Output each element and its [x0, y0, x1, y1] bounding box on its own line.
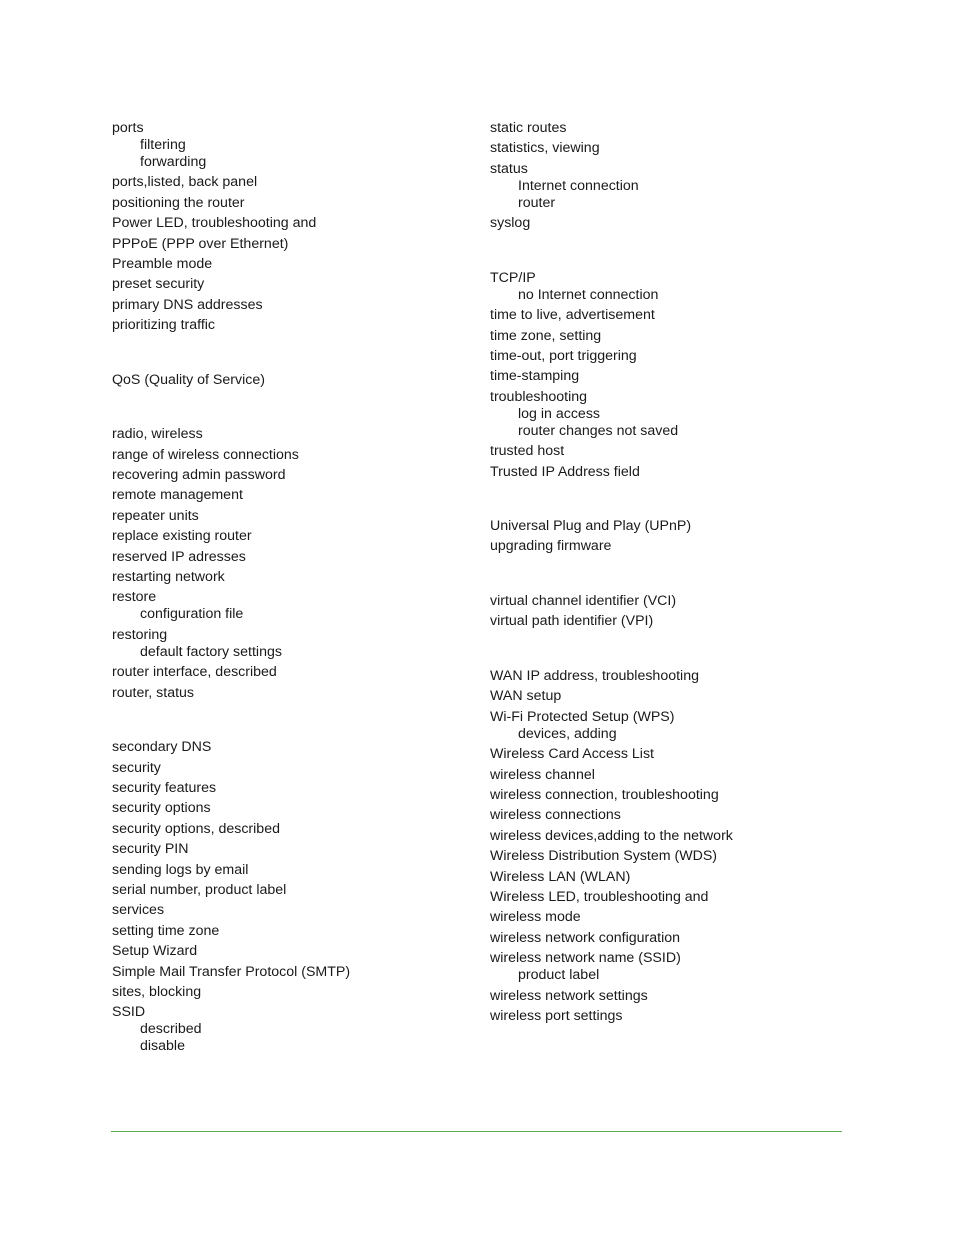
index-entry [490, 767, 850, 784]
index-term: Wireless Distribution System (WDS) [490, 848, 718, 865]
index-entry [490, 140, 850, 157]
index-term: SSID [112, 1004, 146, 1021]
index-entry [112, 120, 462, 171]
index-entry [112, 664, 462, 681]
index-term: ports [112, 120, 144, 136]
index-entry [490, 518, 850, 535]
index-term: TCP/IP [490, 269, 536, 286]
index-term: WAN setup [490, 688, 562, 705]
index-subterm: devices, adding [518, 725, 617, 742]
index-entry [112, 317, 462, 334]
index-subterm: no Internet connection [518, 286, 659, 303]
index-entry [112, 549, 462, 566]
index-entry [112, 902, 462, 919]
footer-rule [111, 1131, 842, 1132]
index-term: replace existing router [112, 528, 252, 545]
index-entry [490, 1008, 850, 1025]
index-term: QoS (Quality of Service) [112, 371, 265, 388]
index-term: Trusted IP Address field [490, 463, 640, 480]
index-entry [112, 780, 462, 797]
index-entry [112, 760, 462, 777]
index-term: virtual channel identifier (VCI) [490, 593, 677, 610]
index-entry [490, 848, 850, 865]
index-entry [112, 964, 462, 981]
index-term: router interface, described [112, 664, 277, 681]
index-entry [490, 807, 850, 824]
index-entry [112, 174, 462, 191]
index-entry [112, 236, 462, 253]
index-entry [490, 215, 850, 232]
index-entry [112, 800, 462, 817]
index-term: time-out, port triggering [490, 347, 637, 364]
index-term: recovering admin password [112, 467, 286, 484]
index-entry [490, 688, 850, 705]
index-entry [112, 739, 462, 756]
index-term: wireless devices,adding to the network [490, 827, 733, 844]
index-term: positioning the router [112, 194, 245, 211]
index-subterm: described [140, 1021, 202, 1038]
index-subterm: log in access [518, 405, 601, 422]
index-entry [490, 787, 850, 804]
index-term: primary DNS addresses [112, 296, 263, 313]
index-entry [490, 889, 850, 906]
index-term: security features [112, 779, 217, 796]
index-entry [490, 709, 850, 743]
index-entry [490, 443, 850, 460]
index-entry [112, 487, 462, 504]
index-term: Wireless Card Access List [490, 746, 654, 763]
index-term: radio, wireless [112, 426, 203, 443]
index-term: Setup Wizard [112, 943, 198, 960]
index-term: reserved IP adresses [112, 548, 246, 565]
index-entry [112, 841, 462, 858]
index-entry [112, 862, 462, 879]
index-term: virtual path identifier (VPI) [490, 613, 654, 630]
index-term: wireless port settings [490, 1007, 623, 1024]
index-entry [112, 569, 462, 586]
index-term: static routes [490, 120, 567, 136]
index-entry [112, 1004, 462, 1055]
index-subterm: forwarding [140, 154, 207, 170]
index-term: range of wireless connections [112, 446, 299, 463]
index-entry [112, 276, 462, 293]
index-term: sending logs by email [112, 861, 249, 878]
index-term: prioritizing traffic [112, 317, 216, 334]
index-entry [490, 668, 850, 685]
index-entry [112, 215, 462, 232]
index-term: time to live, advertisement [490, 307, 655, 324]
index-entry [490, 368, 850, 385]
index-term: status [490, 160, 528, 177]
index-entry [112, 372, 462, 389]
index-term: security PIN [112, 841, 189, 858]
index-column-left [112, 120, 462, 1055]
index-entry [112, 426, 462, 443]
index-entry [490, 464, 850, 481]
index-term: services [112, 902, 165, 919]
index-subterm: Internet connection [518, 177, 639, 194]
index-subterm: router changes not saved [518, 422, 679, 439]
index-entry [112, 882, 462, 899]
index-subterm: product label [518, 967, 600, 984]
index-subterm: configuration file [140, 606, 244, 623]
index-term: upgrading firmware [490, 538, 612, 555]
index-term: repeater units [112, 507, 199, 524]
index-entry [112, 923, 462, 940]
index-term: restoring [112, 626, 168, 643]
index-entry [490, 746, 850, 763]
index-term: security options, described [112, 820, 280, 837]
index-term: restarting network [112, 569, 225, 586]
index-term: troubleshooting [490, 388, 588, 405]
index-entry [112, 256, 462, 273]
index-entry [490, 307, 850, 324]
index-term: syslog [490, 215, 531, 232]
index-term: router, status [112, 684, 195, 701]
index-entry [490, 613, 850, 630]
index-term: ports,listed, back panel [112, 174, 258, 191]
index-entry [112, 508, 462, 525]
index-entry [490, 161, 850, 212]
index-entry [490, 348, 850, 365]
index-term: wireless mode [490, 909, 581, 926]
index-entry [490, 909, 850, 926]
index-term: wireless network settings [490, 987, 648, 1004]
index-entry [112, 297, 462, 314]
index-subterm: default factory settings [140, 643, 282, 660]
index-term: serial number, product label [112, 881, 287, 898]
index-entry [490, 930, 850, 947]
index-term: wireless connection, troubleshooting [490, 787, 719, 804]
index-term: Wireless LAN (WLAN) [490, 868, 631, 885]
index-entry [112, 685, 462, 702]
index-term: wireless network name (SSID) [490, 950, 681, 967]
index-term: setting time zone [112, 922, 220, 939]
index-term: Preamble mode [112, 255, 213, 272]
index-column-right [490, 120, 850, 1025]
index-term: sites, blocking [112, 983, 202, 1000]
index-term: wireless network configuration [490, 929, 681, 946]
index-term: security [112, 759, 161, 776]
index-entry [490, 869, 850, 886]
index-term: preset security [112, 276, 205, 293]
index-entry [112, 984, 462, 1001]
index-term: Wi-Fi Protected Setup (WPS) [490, 708, 675, 725]
index-term: Simple Mail Transfer Protocol (SMTP) [112, 963, 351, 980]
index-entry [490, 988, 850, 1005]
index-entry [112, 195, 462, 212]
index-entry [490, 270, 850, 304]
index-term: PPPoE (PPP over Ethernet) [112, 235, 289, 252]
index-term: WAN IP address, troubleshooting [490, 668, 699, 685]
index-term: wireless connections [490, 807, 621, 824]
index-subterm: disable [140, 1038, 185, 1055]
index-entry [112, 467, 462, 484]
index-entry [490, 328, 850, 345]
index-term: security options [112, 800, 211, 817]
index-entry [112, 589, 462, 623]
index-term: Wireless LED, troubleshooting and [490, 888, 709, 905]
index-term: remote management [112, 487, 243, 504]
index-term: time-stamping [490, 368, 580, 385]
index-entry [490, 120, 850, 137]
index-term: time zone, setting [490, 327, 602, 344]
index-term: secondary DNS [112, 739, 212, 756]
index-entry [112, 821, 462, 838]
index-entry [490, 593, 850, 610]
index-term: trusted host [490, 443, 565, 460]
index-term: Power LED, troubleshooting and [112, 215, 317, 232]
index-subterm: router [518, 194, 556, 211]
index-entry [490, 389, 850, 440]
index-entry [112, 943, 462, 960]
index-subterm: filtering [140, 137, 186, 153]
index-term: restore [112, 589, 157, 606]
index-entry [490, 538, 850, 555]
index-term: Universal Plug and Play (UPnP) [490, 518, 692, 535]
index-entry [490, 828, 850, 845]
index-entry [112, 528, 462, 545]
index-term: wireless channel [490, 766, 595, 783]
index-entry [112, 627, 462, 661]
index-entry [112, 447, 462, 464]
index-entry [490, 950, 850, 984]
index-term: statistics, viewing [490, 140, 600, 157]
